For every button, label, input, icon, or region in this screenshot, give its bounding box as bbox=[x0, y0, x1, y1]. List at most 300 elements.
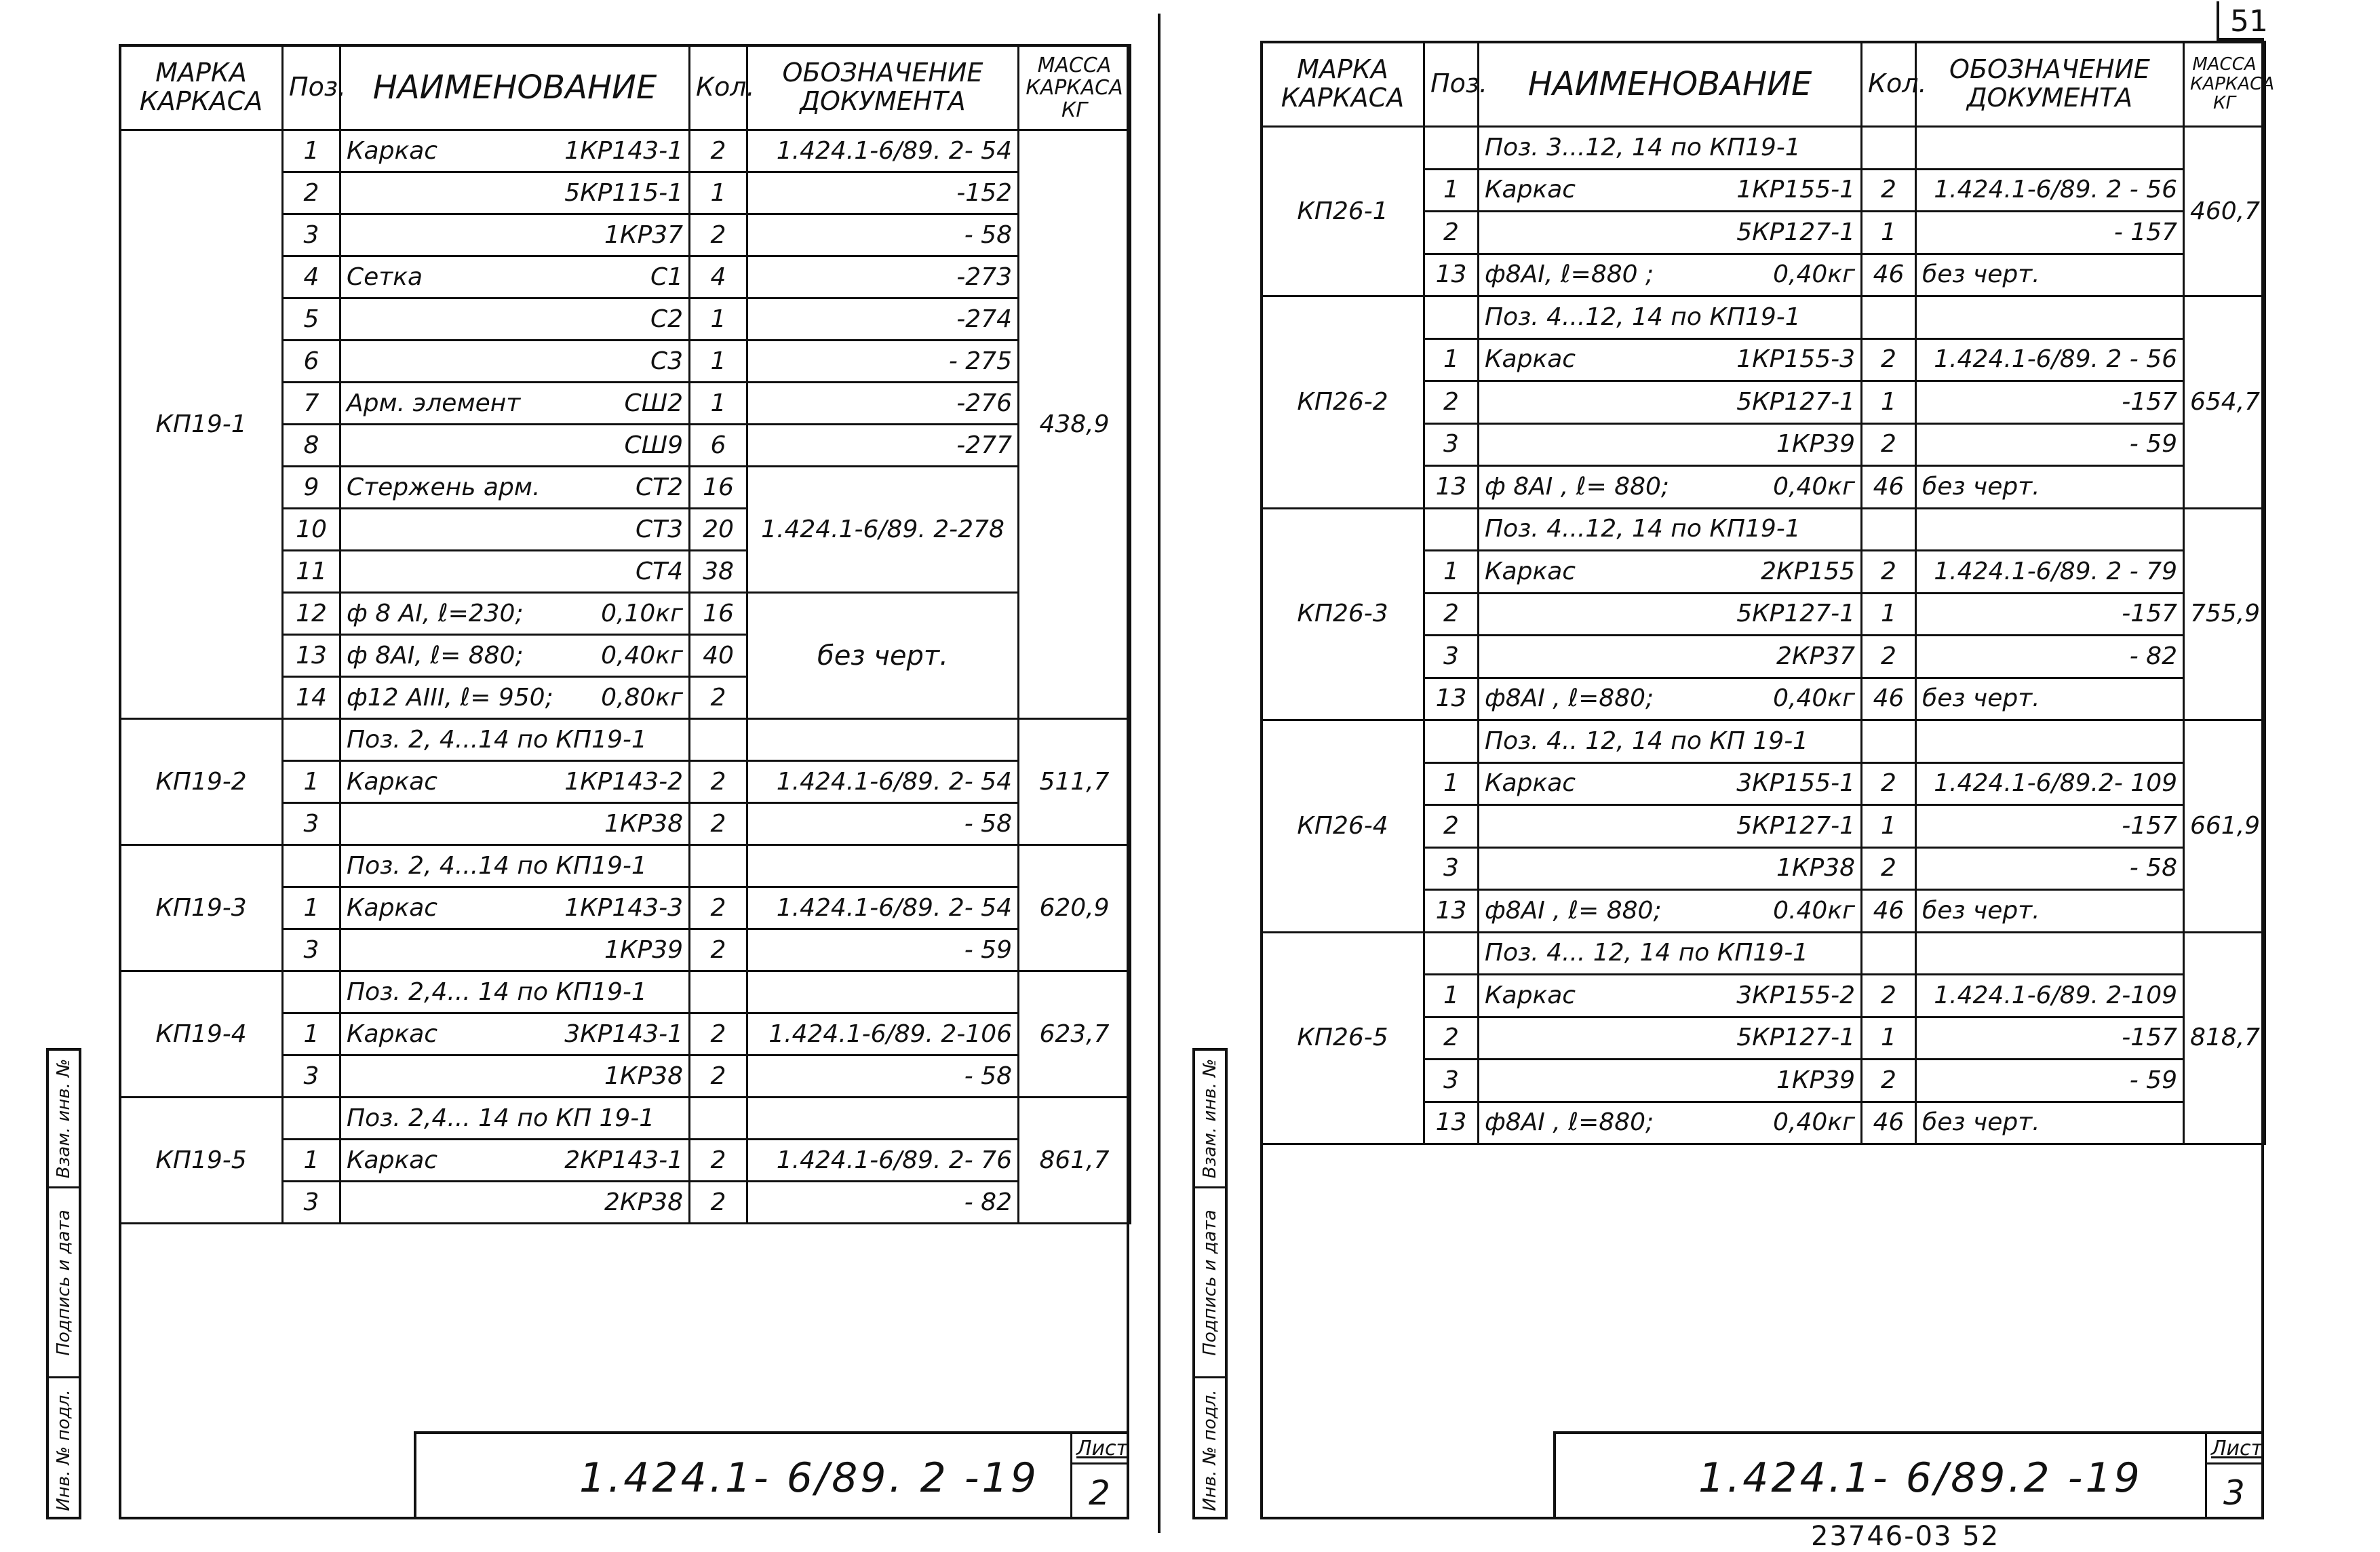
header-doc: ОБОЗНАЧЕНИЕ ДОКУМЕНТА bbox=[747, 45, 1019, 130]
item-quantity: 2 bbox=[690, 677, 747, 719]
item-position: 5 bbox=[283, 298, 340, 341]
item-document: -277 bbox=[747, 425, 1019, 467]
item-document: без черт. bbox=[1916, 1102, 2184, 1144]
item-document: -157 bbox=[1916, 805, 2184, 848]
item-code: 0,40кг bbox=[1773, 260, 1855, 289]
item-code: 3КР143-1 bbox=[564, 1020, 683, 1048]
item-code: 0,40кг bbox=[1773, 1108, 1855, 1137]
header-qty: Кол. bbox=[1862, 42, 1916, 127]
item-quantity: 1 bbox=[690, 298, 747, 341]
side-label-vzam: Взам. инв. № bbox=[54, 1058, 74, 1179]
item-name-cell bbox=[1479, 423, 1862, 466]
item-document bbox=[1916, 508, 2184, 551]
page-number: 51 bbox=[2230, 4, 2268, 39]
item-code: 1КР143-1 bbox=[564, 136, 683, 165]
item-name-cell bbox=[340, 971, 690, 1013]
item-name-cell bbox=[340, 593, 690, 635]
item-document bbox=[1916, 127, 2184, 170]
item-code: СШ2 bbox=[624, 389, 683, 417]
item-name-cell bbox=[1479, 551, 1862, 594]
item-position: 3 bbox=[283, 214, 340, 256]
item-name-cell bbox=[1479, 466, 1862, 509]
item-name: Каркас bbox=[347, 893, 438, 922]
frame-mass: 438,9 bbox=[1019, 130, 1131, 719]
item-position: 12 bbox=[283, 593, 340, 635]
item-document: 1.424.1-6/89. 2- 54 bbox=[747, 130, 1019, 172]
side-label-podpis: Подпись и дата bbox=[54, 1209, 74, 1356]
item-name-cell bbox=[1479, 169, 1862, 212]
item-name-cell bbox=[1479, 338, 1862, 381]
item-name-cell bbox=[340, 1098, 690, 1140]
item-name-row bbox=[347, 433, 683, 458]
archive-stamp: 23746-03 52 bbox=[1811, 1521, 2000, 1552]
side-strip-left bbox=[46, 1048, 81, 1519]
item-name: Каркас bbox=[347, 1146, 438, 1174]
item-name: ф8АI, ℓ=880 ; bbox=[1485, 260, 1654, 289]
item-quantity: 2 bbox=[1862, 169, 1916, 212]
item-document: - 82 bbox=[1916, 636, 2184, 678]
item-position bbox=[1424, 296, 1479, 339]
item-quantity: 2 bbox=[690, 887, 747, 929]
item-position: 3 bbox=[1424, 847, 1479, 890]
item-position: 13 bbox=[1424, 678, 1479, 720]
item-quantity bbox=[1862, 296, 1916, 339]
item-document bbox=[747, 971, 1019, 1013]
item-document: - 157 bbox=[1916, 212, 2184, 254]
item-name-row bbox=[347, 265, 683, 290]
item-quantity bbox=[690, 1098, 747, 1140]
item-name-row bbox=[347, 349, 683, 374]
item-document: 1.424.1-6/89.2- 109 bbox=[1916, 762, 2184, 805]
item-code: 5КР127-1 bbox=[1736, 218, 1855, 246]
item-document: без черт. bbox=[1916, 678, 2184, 720]
item-document: без черт. bbox=[1916, 466, 2184, 509]
item-code: 2КР38 bbox=[604, 1188, 683, 1216]
item-quantity: 2 bbox=[690, 803, 747, 845]
item-name-row bbox=[347, 767, 683, 796]
item-code: СТ3 bbox=[635, 515, 683, 543]
item-quantity: 40 bbox=[690, 635, 747, 677]
table-row bbox=[120, 719, 1131, 761]
item-quantity: 16 bbox=[690, 467, 747, 509]
item-name: Поз. 2, 4...14 по КП19-1 bbox=[347, 851, 647, 880]
item-name-cell bbox=[340, 1140, 690, 1182]
item-position bbox=[283, 845, 340, 887]
item-name-cell bbox=[1479, 1060, 1862, 1102]
item-name-cell bbox=[340, 298, 690, 341]
item-document bbox=[747, 845, 1019, 887]
item-name-cell bbox=[340, 256, 690, 298]
side-cell-inv bbox=[49, 1376, 79, 1522]
item-position: 13 bbox=[1424, 890, 1479, 933]
item-code: 5КР127-1 bbox=[1736, 811, 1855, 840]
item-code: 1КР39 bbox=[604, 935, 683, 964]
item-code: 5КР127-1 bbox=[1736, 1024, 1855, 1052]
item-position: 2 bbox=[1424, 593, 1479, 636]
item-name-row bbox=[1485, 133, 1855, 161]
table-row bbox=[1262, 720, 2265, 763]
item-code: С2 bbox=[650, 305, 683, 333]
frame-mark: КП19-1 bbox=[120, 130, 283, 719]
item-name: Каркас bbox=[347, 136, 438, 165]
item-name-cell bbox=[340, 383, 690, 425]
item-position bbox=[1424, 932, 1479, 975]
item-quantity bbox=[1862, 127, 1916, 170]
item-document: - 59 bbox=[1916, 423, 2184, 466]
document-code: 1.424.1- 6/89. 2 -19 bbox=[579, 1454, 1039, 1502]
item-name-row bbox=[347, 683, 683, 712]
side-cell-inv bbox=[1195, 1376, 1225, 1522]
item-quantity: 2 bbox=[1862, 762, 1916, 805]
item-quantity: 2 bbox=[1862, 423, 1916, 466]
list-number: 2 bbox=[1089, 1473, 1110, 1513]
item-position: 1 bbox=[283, 1140, 340, 1182]
item-document bbox=[747, 719, 1019, 761]
list-label: Лист bbox=[1076, 1437, 1129, 1460]
item-name: Каркас bbox=[1485, 345, 1576, 374]
item-document: - 82 bbox=[747, 1182, 1019, 1224]
item-name-row bbox=[1485, 602, 1855, 626]
item-name-row bbox=[1485, 305, 1855, 330]
item-document: 1.424.1-6/89. 2-109 bbox=[1916, 975, 2184, 1017]
item-position: 13 bbox=[1424, 1102, 1479, 1144]
item-position: 2 bbox=[283, 172, 340, 214]
item-document: -157 bbox=[1916, 593, 2184, 636]
item-name: Поз. 2,4... 14 по КП 19-1 bbox=[347, 1104, 655, 1132]
item-quantity: 1 bbox=[1862, 805, 1916, 848]
item-name-cell bbox=[1479, 296, 1862, 339]
item-quantity: 46 bbox=[1862, 890, 1916, 933]
item-document: - 59 bbox=[747, 929, 1019, 971]
item-name: ф12 АIII, ℓ= 950; bbox=[347, 683, 553, 712]
item-code: 1КР39 bbox=[1776, 1066, 1855, 1094]
item-document bbox=[1916, 720, 2184, 763]
frame-mass: 661,9 bbox=[2184, 720, 2265, 933]
item-name-row bbox=[1485, 811, 1855, 840]
item-code: 0,40кг bbox=[1773, 684, 1855, 713]
item-name: Поз. 2, 4...14 по КП19-1 bbox=[347, 725, 647, 754]
header-mass: МАССА КАРКАСА КГ bbox=[2184, 42, 2265, 127]
side-cell-vzam bbox=[1195, 1051, 1225, 1186]
item-position: 3 bbox=[283, 1182, 340, 1224]
frame-mark: КП19-5 bbox=[120, 1098, 283, 1224]
list-box bbox=[2205, 1434, 2261, 1519]
item-name-row bbox=[1485, 432, 1855, 457]
item-document: -274 bbox=[747, 298, 1019, 341]
item-name-cell bbox=[1479, 805, 1862, 848]
item-position: 13 bbox=[283, 635, 340, 677]
item-quantity: 2 bbox=[1862, 338, 1916, 381]
header-mark: МАРКА КАРКАСА bbox=[1262, 42, 1424, 127]
item-document: 1.424.1-6/89. 2 - 56 bbox=[1916, 338, 2184, 381]
item-name-row bbox=[347, 809, 683, 838]
item-position: 11 bbox=[283, 551, 340, 593]
item-code: 1КР143-3 bbox=[564, 893, 683, 922]
frame-mark: КП26-3 bbox=[1262, 508, 1424, 720]
item-name: Арм. элемент bbox=[347, 389, 521, 417]
item-name-cell bbox=[1479, 508, 1862, 551]
frame-mark: КП26-1 bbox=[1262, 127, 1424, 296]
title-block-right bbox=[1553, 1431, 2264, 1519]
item-quantity: 6 bbox=[690, 425, 747, 467]
item-name-row bbox=[1485, 517, 1855, 541]
item-code: 1КР38 bbox=[604, 1062, 683, 1090]
item-position: 1 bbox=[1424, 169, 1479, 212]
item-name-cell bbox=[340, 761, 690, 803]
item-position: 10 bbox=[283, 509, 340, 551]
item-quantity: 38 bbox=[690, 551, 747, 593]
page-number-box bbox=[2217, 1, 2268, 41]
item-name: Поз. 4... 12, 14 по КП19-1 bbox=[1485, 939, 1809, 967]
item-name-cell bbox=[340, 1055, 690, 1098]
item-document: 1.424.1-6/89. 2-278 bbox=[747, 467, 1019, 593]
item-name: Каркас bbox=[347, 1020, 438, 1048]
item-name-row bbox=[1485, 686, 1855, 711]
item-position: 2 bbox=[1424, 1017, 1479, 1060]
item-name-row bbox=[347, 641, 683, 670]
item-name: ф 8АI , ℓ= 880; bbox=[1485, 472, 1670, 501]
item-code: 0,40кг bbox=[601, 641, 683, 670]
frame-mark: КП19-3 bbox=[120, 845, 283, 971]
item-document bbox=[1916, 932, 2184, 975]
item-name-cell bbox=[1479, 762, 1862, 805]
item-name: ф8АI , ℓ= 880; bbox=[1485, 896, 1662, 925]
item-name-row bbox=[1485, 644, 1855, 669]
header-doc: ОБОЗНАЧЕНИЕ ДОКУМЕНТА bbox=[1916, 42, 2184, 127]
item-name-cell bbox=[1479, 593, 1862, 636]
item-name-row bbox=[347, 1106, 683, 1131]
item-document: 1.424.1-6/89. 2- 76 bbox=[747, 1140, 1019, 1182]
item-quantity bbox=[1862, 720, 1916, 763]
item-document: -276 bbox=[747, 383, 1019, 425]
item-quantity: 2 bbox=[1862, 636, 1916, 678]
item-position bbox=[1424, 127, 1479, 170]
item-name: Стержень арм. bbox=[347, 473, 541, 501]
item-quantity: 2 bbox=[690, 1140, 747, 1182]
item-name: Поз. 4...12, 14 по КП19-1 bbox=[1485, 303, 1801, 331]
item-name-row bbox=[1485, 856, 1855, 880]
item-quantity: 2 bbox=[690, 761, 747, 803]
frame-mass: 623,7 bbox=[1019, 971, 1131, 1098]
item-name-row bbox=[347, 515, 683, 543]
item-name: Каркас bbox=[1485, 769, 1576, 798]
item-name-row bbox=[1485, 1068, 1855, 1093]
item-position: 13 bbox=[1424, 466, 1479, 509]
item-name-cell bbox=[1479, 975, 1862, 1017]
item-document: 1.424.1-6/89. 2- 54 bbox=[747, 761, 1019, 803]
item-name-row bbox=[347, 220, 683, 249]
item-code: 3КР155-1 bbox=[1736, 769, 1855, 798]
item-name-row bbox=[1485, 178, 1855, 202]
item-name-cell bbox=[1479, 1017, 1862, 1060]
item-position: 1 bbox=[283, 761, 340, 803]
item-name-cell bbox=[1479, 890, 1862, 933]
item-quantity bbox=[1862, 932, 1916, 975]
item-name-cell bbox=[340, 425, 690, 467]
item-name: Каркас bbox=[1485, 981, 1576, 1009]
page-divider bbox=[1158, 14, 1160, 1533]
item-name: Каркас bbox=[347, 767, 438, 796]
item-name-cell bbox=[1479, 127, 1862, 170]
item-quantity bbox=[1862, 508, 1916, 551]
item-document: - 59 bbox=[1916, 1060, 2184, 1102]
item-code: 0,40кг bbox=[1773, 472, 1855, 501]
item-quantity: 2 bbox=[1862, 1060, 1916, 1102]
table-row bbox=[120, 971, 1131, 1013]
frame-mass: 620,9 bbox=[1019, 845, 1131, 971]
item-document: 1.424.1-6/89. 2- 54 bbox=[747, 887, 1019, 929]
item-position: 1 bbox=[283, 130, 340, 172]
item-name-row bbox=[1485, 1026, 1855, 1050]
item-document: -157 bbox=[1916, 381, 2184, 424]
item-document: без черт. bbox=[747, 593, 1019, 719]
header-qty: Кол. bbox=[690, 45, 747, 130]
item-name-row bbox=[1485, 347, 1855, 372]
item-name-row bbox=[347, 893, 683, 922]
item-name: Поз. 4...12, 14 по КП19-1 bbox=[1485, 515, 1801, 543]
item-document: - 58 bbox=[747, 1055, 1019, 1098]
item-name-cell bbox=[340, 845, 690, 887]
item-name-row bbox=[347, 307, 683, 332]
item-name-cell bbox=[340, 509, 690, 551]
frame-mass: 511,7 bbox=[1019, 719, 1131, 845]
list-label: Лист bbox=[2211, 1437, 2263, 1460]
item-code: 1КР38 bbox=[1776, 854, 1855, 882]
item-document: -273 bbox=[747, 256, 1019, 298]
item-name-cell bbox=[1479, 932, 1862, 975]
item-position: 3 bbox=[1424, 423, 1479, 466]
item-quantity: 2 bbox=[690, 130, 747, 172]
frame-mark: КП19-2 bbox=[120, 719, 283, 845]
table-row bbox=[120, 845, 1131, 887]
side-cell-podpis bbox=[49, 1186, 79, 1376]
item-name: Каркас bbox=[1485, 176, 1576, 204]
item-position: 3 bbox=[1424, 1060, 1479, 1102]
item-quantity: 46 bbox=[1862, 678, 1916, 720]
item-name: ф 8АI, ℓ= 880; bbox=[347, 641, 524, 670]
item-position: 7 bbox=[283, 383, 340, 425]
header-name: НАИМЕНОВАНИЕ bbox=[340, 45, 690, 130]
frame-mass: 818,7 bbox=[2184, 932, 2265, 1144]
item-name-cell bbox=[1479, 254, 1862, 296]
spec-table-left bbox=[119, 44, 1131, 1224]
item-quantity: 1 bbox=[1862, 593, 1916, 636]
item-position: 13 bbox=[1424, 254, 1479, 296]
item-code: 2КР143-1 bbox=[564, 1146, 683, 1174]
item-name-row bbox=[347, 473, 683, 501]
item-code: 1КР39 bbox=[1776, 430, 1855, 459]
item-quantity bbox=[690, 845, 747, 887]
item-position: 3 bbox=[283, 803, 340, 845]
item-quantity: 2 bbox=[690, 1055, 747, 1098]
frame-mass: 755,9 bbox=[2184, 508, 2265, 720]
item-name-row bbox=[347, 1148, 683, 1173]
item-name-row bbox=[347, 935, 683, 964]
item-quantity: 2 bbox=[690, 214, 747, 256]
item-position: 8 bbox=[283, 425, 340, 467]
item-position: 1 bbox=[1424, 762, 1479, 805]
item-name-row bbox=[1485, 260, 1855, 289]
item-quantity: 1 bbox=[1862, 212, 1916, 254]
item-code: 1КР155-3 bbox=[1736, 345, 1855, 374]
item-quantity: 4 bbox=[690, 256, 747, 298]
item-name-cell bbox=[340, 551, 690, 593]
frame-mass: 861,7 bbox=[1019, 1098, 1131, 1224]
item-name-row bbox=[347, 1064, 683, 1089]
item-quantity bbox=[690, 719, 747, 761]
item-position: 3 bbox=[1424, 636, 1479, 678]
item-position: 1 bbox=[1424, 975, 1479, 1017]
item-name: Поз. 2,4... 14 по КП19-1 bbox=[347, 977, 647, 1006]
item-position: 2 bbox=[1424, 212, 1479, 254]
item-position bbox=[283, 719, 340, 761]
item-code: 5КР127-1 bbox=[1736, 600, 1855, 628]
item-quantity: 1 bbox=[1862, 381, 1916, 424]
side-label-inv: Инв. № подл. bbox=[54, 1389, 74, 1511]
item-name-row bbox=[347, 1190, 683, 1215]
item-document: - 58 bbox=[747, 803, 1019, 845]
item-name-cell bbox=[340, 803, 690, 845]
item-name: ф8АI , ℓ=880; bbox=[1485, 684, 1654, 713]
item-document: без черт. bbox=[1916, 254, 2184, 296]
frame-mass: 654,7 bbox=[2184, 296, 2265, 509]
header-mass: МАССА КАРКАСА КГ bbox=[1019, 45, 1131, 130]
item-quantity: 2 bbox=[690, 1013, 747, 1055]
item-code: СШ9 bbox=[624, 431, 683, 459]
item-position: 4 bbox=[283, 256, 340, 298]
item-quantity: 1 bbox=[690, 383, 747, 425]
item-document bbox=[1916, 296, 2184, 339]
item-document bbox=[747, 1098, 1019, 1140]
item-code: 5КР115-1 bbox=[564, 178, 683, 207]
item-name-cell bbox=[1479, 678, 1862, 720]
table-row bbox=[120, 1098, 1131, 1140]
item-position: 9 bbox=[283, 467, 340, 509]
item-name-row bbox=[1485, 771, 1855, 796]
item-code: 5КР127-1 bbox=[1736, 387, 1855, 416]
item-name-cell bbox=[1479, 1102, 1862, 1144]
document-code: 1.424.1- 6/89.2 -19 bbox=[1698, 1454, 2143, 1502]
item-name: Сетка bbox=[347, 263, 423, 291]
header-pos: Поз. bbox=[283, 45, 340, 130]
item-position: 1 bbox=[1424, 338, 1479, 381]
item-document: - 275 bbox=[747, 341, 1019, 383]
item-code: С1 bbox=[650, 263, 683, 291]
item-code: 1КР37 bbox=[604, 220, 683, 249]
item-name-cell bbox=[1479, 636, 1862, 678]
item-name-cell bbox=[340, 887, 690, 929]
item-quantity: 46 bbox=[1862, 1102, 1916, 1144]
item-code: СТ4 bbox=[635, 557, 683, 585]
item-position: 1 bbox=[283, 1013, 340, 1055]
header-pos: Поз. bbox=[1424, 42, 1479, 127]
frame-mark: КП26-5 bbox=[1262, 932, 1424, 1144]
item-document: -157 bbox=[1916, 1017, 2184, 1060]
item-position: 14 bbox=[283, 677, 340, 719]
item-position bbox=[283, 1098, 340, 1140]
item-name-row bbox=[1485, 981, 1855, 1009]
item-name-row bbox=[1485, 557, 1855, 585]
table-row bbox=[120, 130, 1131, 172]
item-name-cell bbox=[340, 172, 690, 214]
item-position: 2 bbox=[1424, 381, 1479, 424]
item-name-cell bbox=[340, 467, 690, 509]
item-name-row bbox=[1485, 220, 1855, 245]
item-name-row bbox=[347, 1022, 683, 1047]
item-name-row bbox=[347, 851, 683, 880]
item-name-cell bbox=[340, 1182, 690, 1224]
item-document: 1.424.1-6/89. 2 - 79 bbox=[1916, 551, 2184, 594]
